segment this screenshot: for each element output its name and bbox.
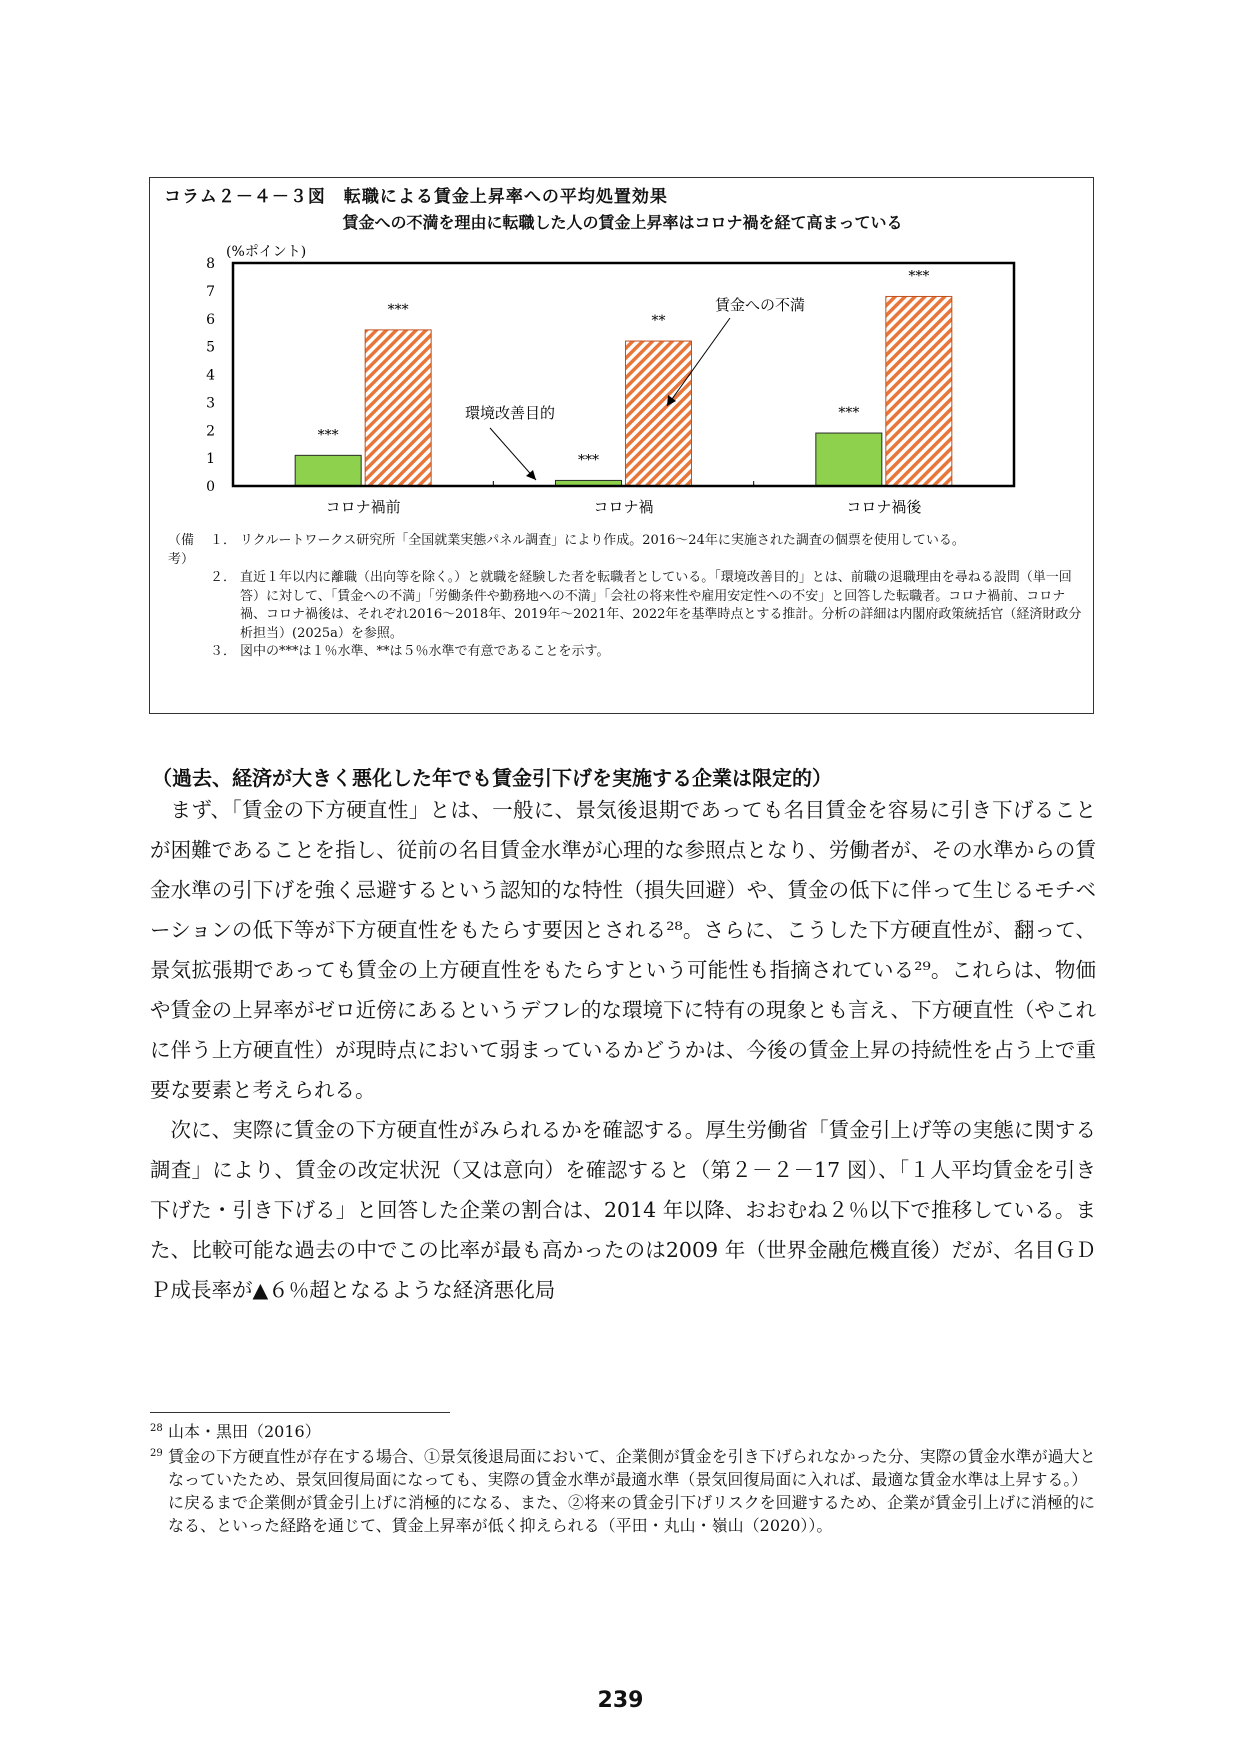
page-number: 239 bbox=[597, 1688, 644, 1713]
footnote-number: 28 bbox=[150, 1423, 163, 1434]
x-category-label: コロナ禍 bbox=[593, 498, 654, 516]
footnote-text: 山本・黒田（2016） bbox=[168, 1422, 321, 1441]
bar-wage-dissatisfaction bbox=[626, 341, 692, 486]
bar-wage-dissatisfaction bbox=[886, 296, 952, 486]
footnote-29 bbox=[150, 1445, 1096, 1537]
footnote-rule bbox=[150, 1412, 450, 1413]
notes-lead: （備考） bbox=[168, 533, 195, 567]
y-tick-label: 4 bbox=[206, 367, 215, 384]
figure-notes bbox=[168, 532, 1083, 662]
y-tick-label: 8 bbox=[206, 256, 215, 272]
y-tick-label: 5 bbox=[206, 339, 215, 356]
bar-env-improvement bbox=[816, 433, 882, 486]
y-tick-label: 6 bbox=[206, 311, 215, 328]
section-heading: （過去、経済が大きく悪化した年でも賃金引下げを実施する企業は限定的） bbox=[152, 766, 832, 790]
body-text bbox=[150, 790, 1096, 1310]
significance-label: *** bbox=[838, 405, 860, 422]
note-number: ２． bbox=[210, 570, 237, 585]
figure-title: コラム２－４－３図 転職による賃金上昇率への平均処置効果 bbox=[164, 187, 668, 207]
y-tick-label: 2 bbox=[206, 423, 215, 440]
annotation-env-arrow-head bbox=[526, 470, 536, 480]
paragraph-1: まず、「賃金の下方硬直性」とは、一般に、景気後退期であっても名目賃金を容易に引き下げることが困難であることを指し、従前の名目賃金水準が心理的な参照点となり、労働者が、その水準からの賃金水準の引下げを強く忌避するという認知的な特性（損失回避）や、賃金の低下に伴って生じるモチベーションの低下等が下方硬直性をもたらす要因とされる²⁸。さらに、こうした下方硬直性が、翻って、景気拡張期であっても賃金の上方硬直性をもたらすという可能性も指摘されている²⁹。これらは、物価や賃金の上昇率がゼロ近傍にあるというデフレ的な環境下に特有の現象とも言え、下方硬直性（やこれに伴う上方硬直性）が現時点において弱まっているかどうかは、今後の賃金上昇の持続性を占う上で重要な要素と考えられる。 bbox=[150, 798, 1096, 1102]
note-number: ３． bbox=[210, 644, 237, 659]
significance-label: *** bbox=[317, 427, 339, 444]
bar-chart bbox=[150, 178, 1095, 528]
note-text: 図中の***は１％水準、**は５％水準で有意であることを示す。 bbox=[240, 644, 610, 659]
note-row-2 bbox=[168, 569, 1083, 643]
annotation-env-improvement: 環境改善目的 bbox=[465, 404, 556, 422]
footnotes bbox=[150, 1420, 1096, 1539]
note-text: 直近１年以内に離職（出向等を除く。）と就職を経験した者を転職者としている。「環境改善目的」とは、前職の退職理由を尋ねる設問（単一回答）に対して、「賃金への不満」「労働条件や勤務地への不満」「会社の将来性や雇用安定性への不安」と回答した転職者。コロナ禍前、コロナ禍、コロナ禍後は、それぞれ2016～2018年、2019年～2021年、2022年を基準時点とする推計。分析の詳細は内閣府政策統括官（経済財政分析担当）(2025a）を参照。 bbox=[240, 570, 1082, 641]
footnote-28 bbox=[150, 1420, 1096, 1443]
note-row-3 bbox=[168, 643, 1083, 662]
note-text: リクルートワークス研究所「全国就業実態パネル調査」により作成。2016～24年に実施された調査の個票を使用している。 bbox=[240, 533, 965, 548]
significance-label: ** bbox=[651, 313, 666, 330]
significance-label: *** bbox=[908, 268, 930, 285]
bar-env-improvement bbox=[295, 455, 361, 486]
x-category-label: コロナ禍後 bbox=[846, 498, 922, 516]
note-number: １． bbox=[210, 533, 237, 548]
annotation-wage-dissatisfaction: 賃金への不満 bbox=[715, 296, 806, 314]
annotation-env-arrow-line bbox=[490, 428, 536, 480]
y-tick-label: 3 bbox=[206, 395, 215, 412]
figure-subtitle: 賃金への不満を理由に転職した人の賃金上昇率はコロナ禍を経て高まっている bbox=[342, 213, 903, 232]
y-axis-unit-label: (%ポイント) bbox=[226, 244, 307, 260]
paragraph-2: 次に、実際に賃金の下方硬直性がみられるかを確認する。厚生労働省「賃金引上げ等の実態に関する調査」により、賃金の改定状況（又は意向）を確認すると（第２－２－17 図）、「１人平均賃金を引き下げた・引き下げる」と回答した企業の割合は、2014 年以降、おおむね２％以下で推移している。また、比較可能な過去の中でこの比率が最も高かったのは2009 年（世界金融危機直後）だが、名目ＧＤＰ成長率が▲６％超となるような経済悪化局 bbox=[150, 1118, 1096, 1302]
footnote-text: 賃金の下方硬直性が存在する場合、①景気後退局面において、企業側が賃金を引き下げられなかった分、実際の賃金水準が過大となっていたため、景気回復局面になっても、実際の賃金水準が最適水準（景気回復局面に入れば、最適な賃金水準は上昇する。）に戻るまで企業側が賃金引上げに消極的になる、また、②将来の賃金引下げリスクを回避するため、企業が賃金引上げに消極的になる、といった経路を通じて、賃金上昇率が低く抑えられる（平田・丸山・嶺山（2020））。 bbox=[168, 1447, 1096, 1535]
note-row-1 bbox=[168, 532, 1083, 569]
footnote-number: 29 bbox=[150, 1448, 163, 1459]
x-category-label: コロナ禍前 bbox=[325, 498, 401, 516]
significance-label: *** bbox=[387, 301, 409, 318]
bar-wage-dissatisfaction bbox=[365, 330, 431, 486]
y-tick-label: 0 bbox=[206, 479, 215, 495]
figure-box bbox=[149, 177, 1094, 714]
y-tick-label: 7 bbox=[206, 283, 215, 300]
y-tick-label: 1 bbox=[206, 451, 215, 468]
significance-label: *** bbox=[578, 452, 599, 469]
